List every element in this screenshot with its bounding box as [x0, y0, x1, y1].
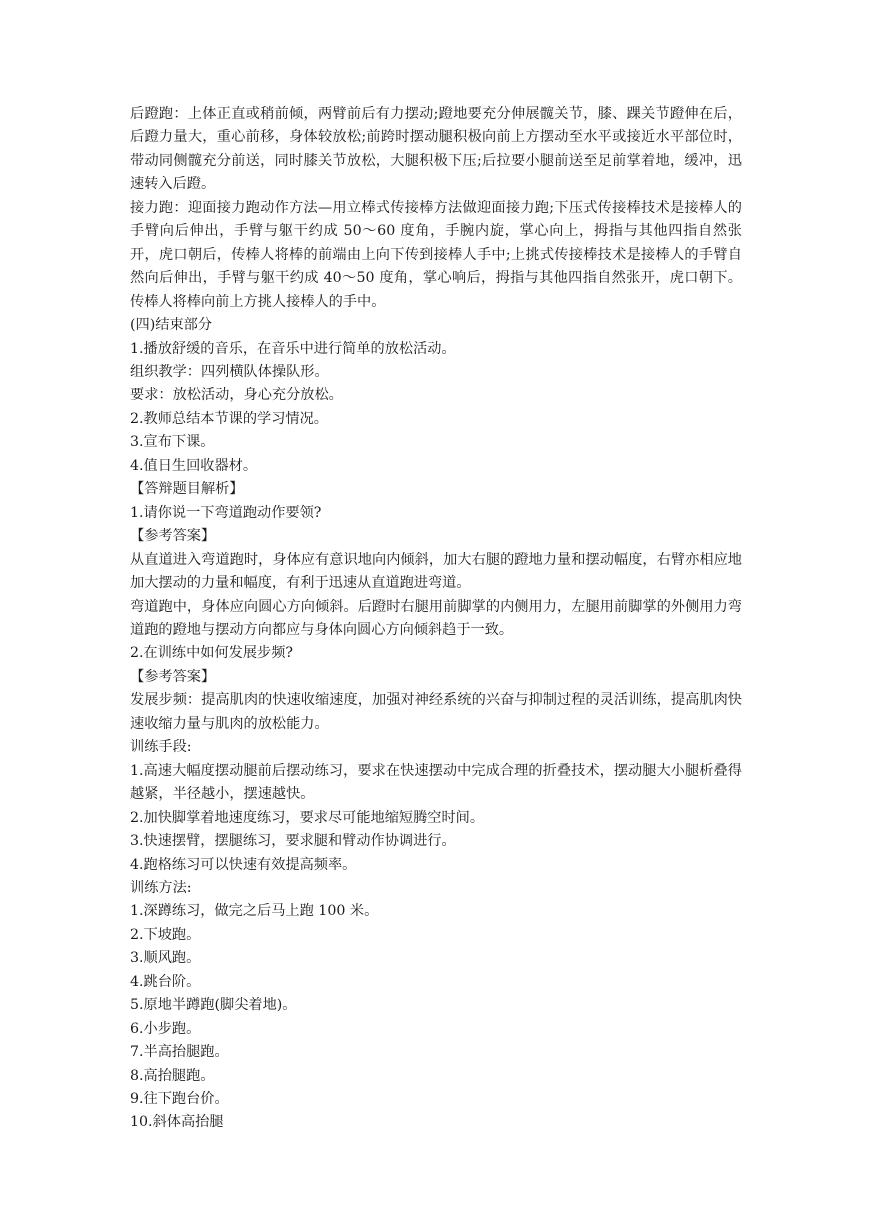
answer-paragraph: 从直道进入弯道跑时，身体应有意识地向内倾斜，加大右腿的蹬地力量和摆动幅度，右臂亦相应地加大摆动的力量和幅度，有利于迅速从直道跑进弯道。 — [130, 551, 742, 592]
list-item: 3.快速摆臂，摆腿练习，要求腿和臂动作协调进行。 — [130, 833, 456, 850]
subheading-training-methods: 训练方法: — [130, 879, 192, 896]
list-item: 1.高速大幅度摆动腿前后摆动练习，要求在快速摆动中完成合理的折叠技术，摆动腿大小腿析叠得越紧，半径越小，摆速越快。 — [130, 762, 742, 803]
subheading-training-means: 训练手段: — [130, 739, 192, 756]
section-heading-ending: (四)结束部分 — [130, 317, 213, 334]
question-2: 2.在训练中如何发展步频? — [130, 645, 294, 662]
list-item: 2.加快脚掌着地速度练习，要求尽可能地缩短腾空时间。 — [130, 809, 485, 826]
section-heading-defense-questions: 【答辩题目解析】 — [130, 481, 244, 498]
reference-answer-heading: 【参考答案】 — [130, 668, 216, 685]
list-item: 1.播放舒缓的音乐，在音乐中进行简单的放松活动。 — [130, 340, 456, 357]
list-item: 4.值日生回收器材。 — [130, 457, 258, 474]
list-item: 1.深蹲练习，做完之后马上跑 100 米。 — [130, 903, 379, 920]
list-item: 5.原地半蹲跑(脚尖着地)。 — [130, 997, 297, 1014]
list-item: 8.高抬腿跑。 — [130, 1067, 215, 1084]
document-body — [130, 103, 742, 1135]
answer-paragraph: 弯道跑中，身体应向圆心方向倾斜。后蹬时右腿用前脚掌的内侧用力，左腿用前脚掌的外侧用力弯道跑的蹬地与摆动方向都应与身体向圆心方向倾斜趋于一致。 — [130, 598, 742, 638]
list-item: 4.跳台阶。 — [130, 973, 201, 990]
list-item: 3.宣布下课。 — [130, 434, 215, 451]
list-item: 2.教师总结本节课的学习情况。 — [130, 410, 328, 427]
list-item: 10.斜体高抬腿 — [130, 1114, 224, 1131]
list-item: 4.跑格练习可以快速有效提高频率。 — [130, 856, 357, 873]
list-item: 7.半高抬腿跑。 — [130, 1044, 229, 1061]
reference-answer-heading: 【参考答案】 — [130, 528, 216, 545]
paragraph-organization: 组织教学：四列横队体操队形。 — [130, 363, 329, 380]
list-item: 6.小步跑。 — [130, 1020, 201, 1037]
paragraph-requirement: 要求：放松活动，身心充分放松。 — [130, 387, 343, 404]
paragraph-relay-run: 接力跑：迎面接力跑动作方法—用立棒式传接棒方法做迎面接力跑;下压式传接棒技术是接棒人的手臂向后伸出，手臂与躯干约成 50～60 度角，手腕内旋，掌心向上，拇指与其他四指自然张开，虎口朝后，传棒人将棒的前端由上向下传到接棒人手中;上挑式传接棒技术是接棒人的手臂自然向后伸出，手臂与躯干约成 40～50 度角，掌心响后，拇指与其他四指自然张开，虎口朝下。传棒人将棒向前上方挑人接棒人的手中。 — [130, 199, 742, 310]
paragraph-back-kick-run: 后蹬跑：上体正直或稍前倾，两臂前后有力摆动;蹬地要充分伸展髋关节，膝、踝关节蹬伸在后，后蹬力量大，重心前移，身体较放松;前跨时摆动腿积极向前上方摆动至水平或接近水平部位时，带动同侧髋充分前送，同时膝关节放松，大腿积极下压;后拉要小腿前送至足前掌着地，缓冲，迅速转入后蹬。 — [130, 106, 742, 193]
question-1: 1.请你说一下弯道跑动作要领? — [130, 504, 322, 521]
list-item: 9.往下跑台价。 — [130, 1091, 229, 1108]
answer-paragraph: 发展步频：提高肌肉的快速收缩速度，加强对神经系统的兴奋与抑制过程的灵活训练，提高肌肉快速收缩力量与肌肉的放松能力。 — [130, 692, 742, 732]
list-item: 2.下坡跑。 — [130, 926, 201, 943]
list-item: 3.顺风跑。 — [130, 950, 201, 967]
